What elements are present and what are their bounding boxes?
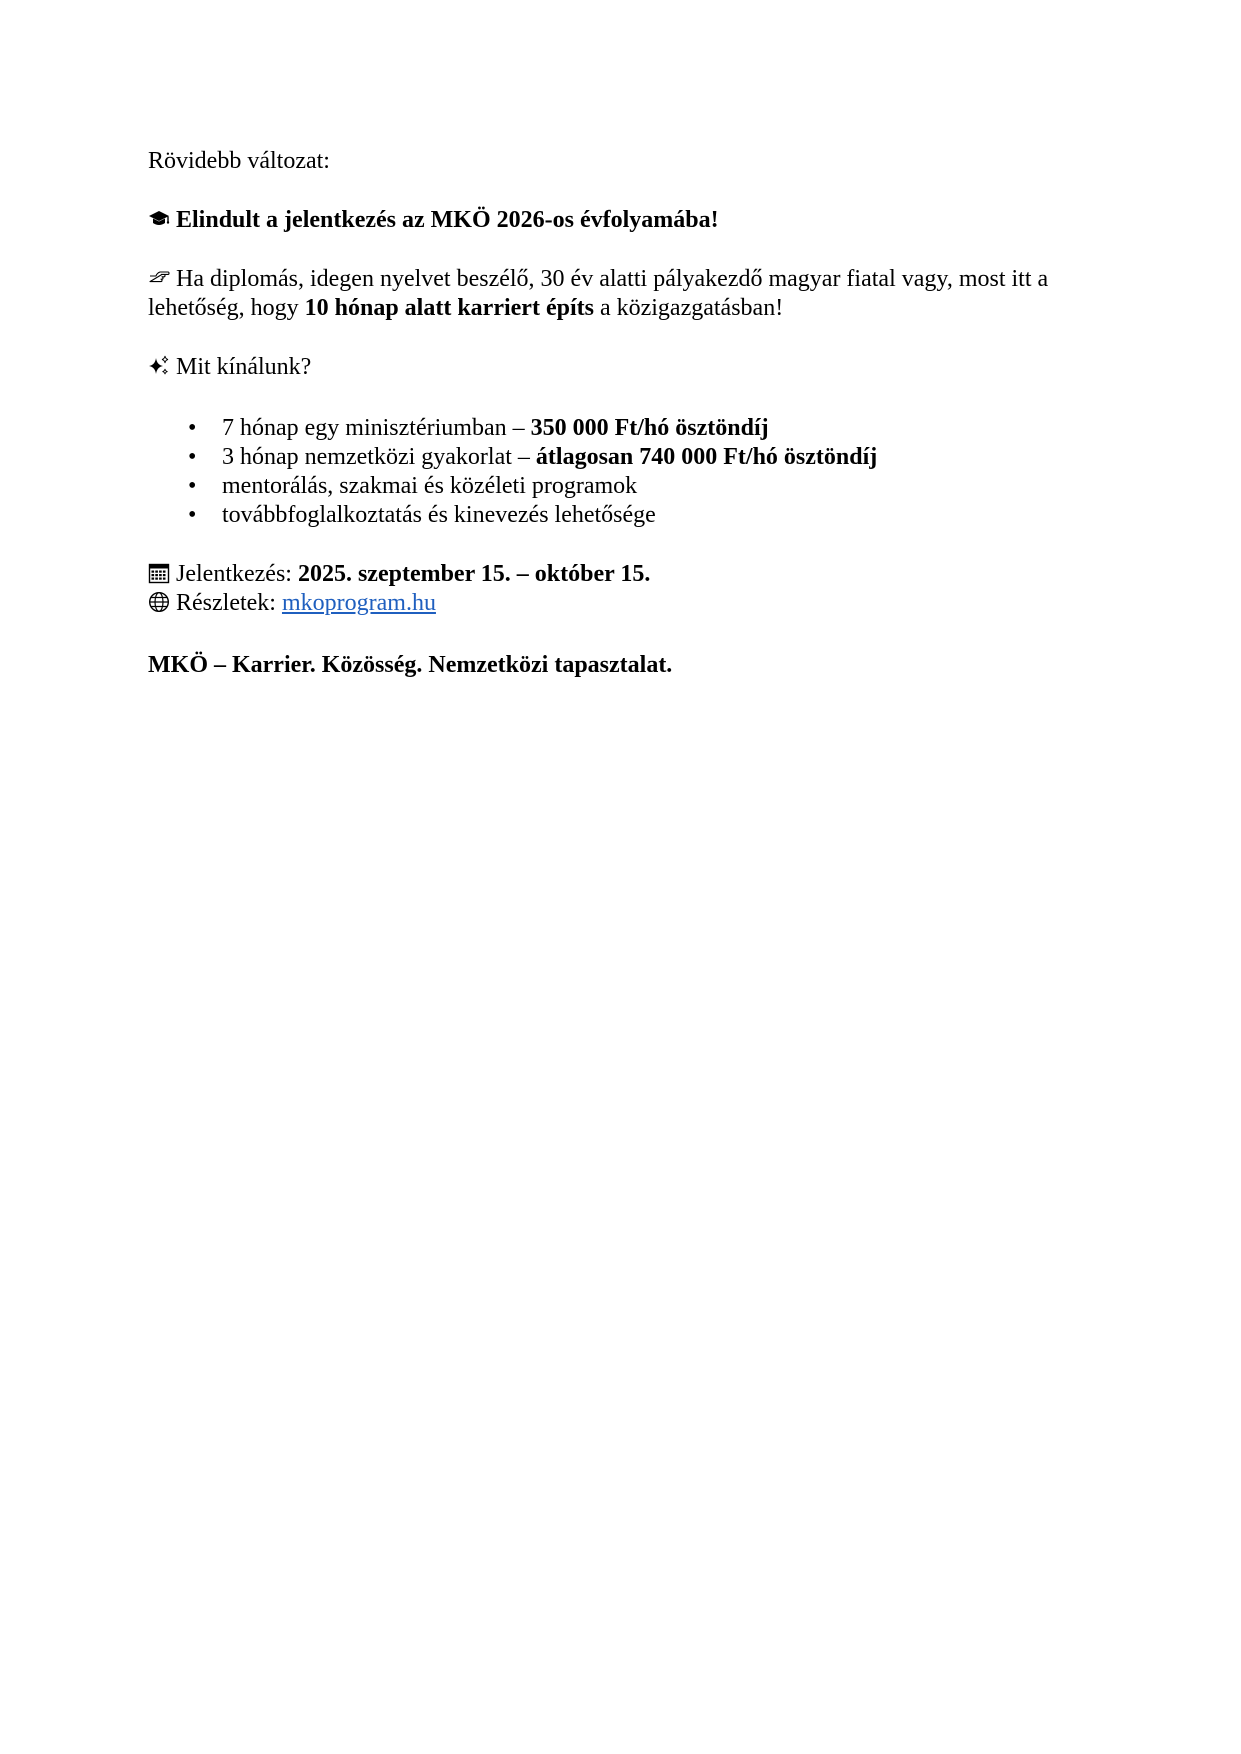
- document-page: [148, 147, 1108, 680]
- pointing-hand-icon: [148, 267, 170, 289]
- intro-text: Rövidebb változat:: [148, 148, 330, 174]
- lead-text-after: a közigazgatásban!: [593, 295, 784, 321]
- bullet: •: [188, 415, 197, 441]
- bullet: •: [188, 473, 197, 499]
- list-item: [148, 414, 1108, 443]
- application-label: Jelentkezés:: [176, 561, 298, 587]
- list-item: [148, 501, 1108, 530]
- details-label: Részletek:: [176, 590, 282, 616]
- graduation-cap-icon: [148, 208, 170, 230]
- sparkles-icon: [148, 355, 170, 377]
- details-line: [148, 589, 1108, 618]
- offer-bold: átlagosan 740 000 Ft/hó ösztöndíj: [535, 444, 878, 470]
- application-line: [148, 560, 1108, 589]
- tagline: [148, 651, 1108, 680]
- bullet: •: [188, 502, 197, 528]
- globe-icon: [148, 591, 170, 613]
- lead-text-before: Ha diplomás, idegen nyelvet beszélő, 30 év alatti pályakezdő magyar fiatal vagy, most itt a lehetőség, hogy: [148, 266, 1049, 321]
- application-dates: 2025. szeptember 15. – október 15.: [297, 561, 651, 587]
- lead-text-bold: 10 hónap alatt karriert építs: [304, 295, 594, 321]
- bullet: •: [188, 444, 197, 470]
- offers-heading-text: Mit kínálunk?: [176, 354, 312, 380]
- calendar-icon: [148, 562, 170, 584]
- headline: [148, 206, 1108, 235]
- offer-text: továbbfoglalkoztatás és kinevezés lehetősége: [222, 502, 656, 528]
- offer-text: 3 hónap nemzetközi gyakorlat –: [222, 444, 536, 470]
- list-item: [148, 443, 1108, 472]
- mkoprogram-link[interactable]: mkoprogram.hu: [281, 590, 436, 616]
- offer-text: mentorálás, szakmai és közéleti programok: [222, 473, 638, 499]
- headline-text: Elindult a jelentkezés az MKÖ 2026-os évfolyamába!: [176, 207, 719, 233]
- tagline-text: MKÖ – Karrier. Közösség. Nemzetközi tapasztalat.: [148, 652, 673, 678]
- offer-bold: 350 000 Ft/hó ösztöndíj: [530, 415, 769, 441]
- offer-text: 7 hónap egy minisztériumban –: [222, 415, 531, 441]
- list-item: [148, 472, 1108, 501]
- lead-paragraph: [148, 265, 1108, 323]
- offers-list: [148, 414, 1108, 530]
- offers-heading: [148, 353, 1108, 382]
